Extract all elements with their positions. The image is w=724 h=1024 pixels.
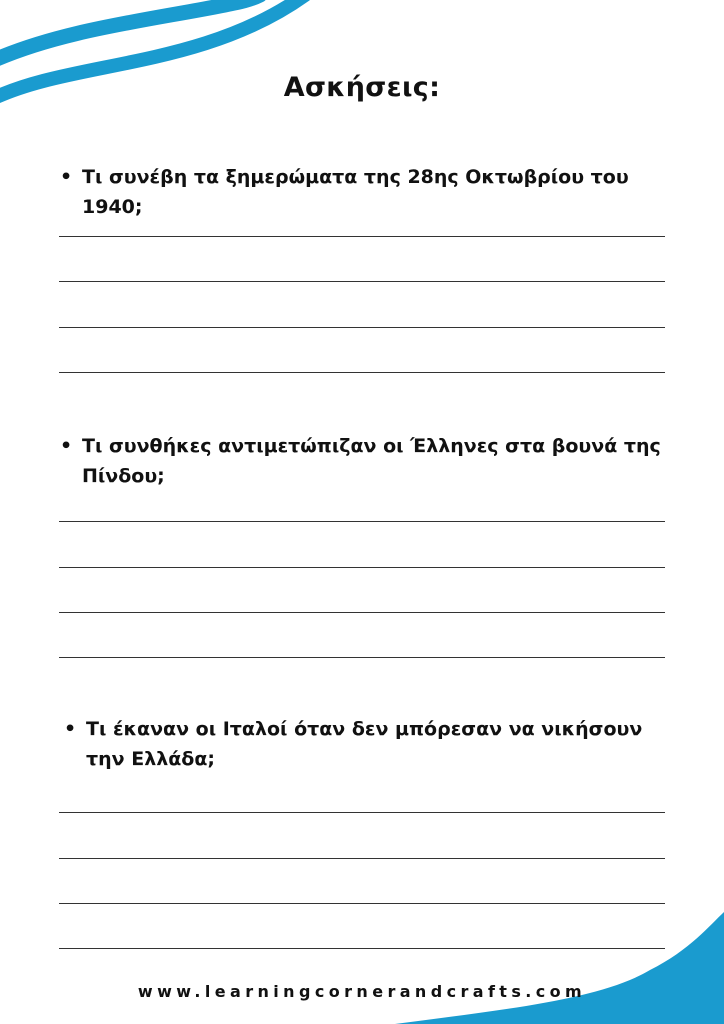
answer-line bbox=[59, 372, 665, 373]
answer-line bbox=[59, 567, 665, 568]
answer-line bbox=[59, 657, 665, 658]
question-1-text: Τι συνέβη τα ξημερώματα της 28ης Οκτωβρίου του 1940; bbox=[82, 166, 629, 218]
question-2 bbox=[60, 431, 662, 491]
question-2-text: Τι συνθήκες αντιμετώπιζαν οι Έλληνες στα βουνά της Πίνδου; bbox=[82, 435, 661, 487]
question-1 bbox=[60, 162, 682, 222]
answer-line bbox=[59, 612, 665, 613]
answer-line bbox=[59, 903, 665, 904]
question-3-text: Τι έκαναν οι Ιταλοί όταν δεν μπόρεσαν να νικήσουν την Ελλάδα; bbox=[86, 718, 643, 770]
answer-line bbox=[59, 858, 665, 859]
question-3 bbox=[64, 714, 681, 774]
bullet-icon: • bbox=[60, 166, 73, 188]
answer-line bbox=[59, 521, 665, 522]
answer-line bbox=[59, 281, 665, 282]
answer-line bbox=[59, 812, 665, 813]
page-title: Ασκήσεις: bbox=[283, 72, 441, 103]
answer-line bbox=[59, 948, 665, 949]
answer-line bbox=[59, 236, 665, 237]
bullet-icon: • bbox=[60, 435, 73, 457]
answer-line bbox=[59, 327, 665, 328]
bullet-icon: • bbox=[64, 718, 77, 740]
footer-website: www.learningcornerandcrafts.com bbox=[137, 982, 587, 1001]
bottom-right-wave-decoration bbox=[395, 912, 724, 1024]
